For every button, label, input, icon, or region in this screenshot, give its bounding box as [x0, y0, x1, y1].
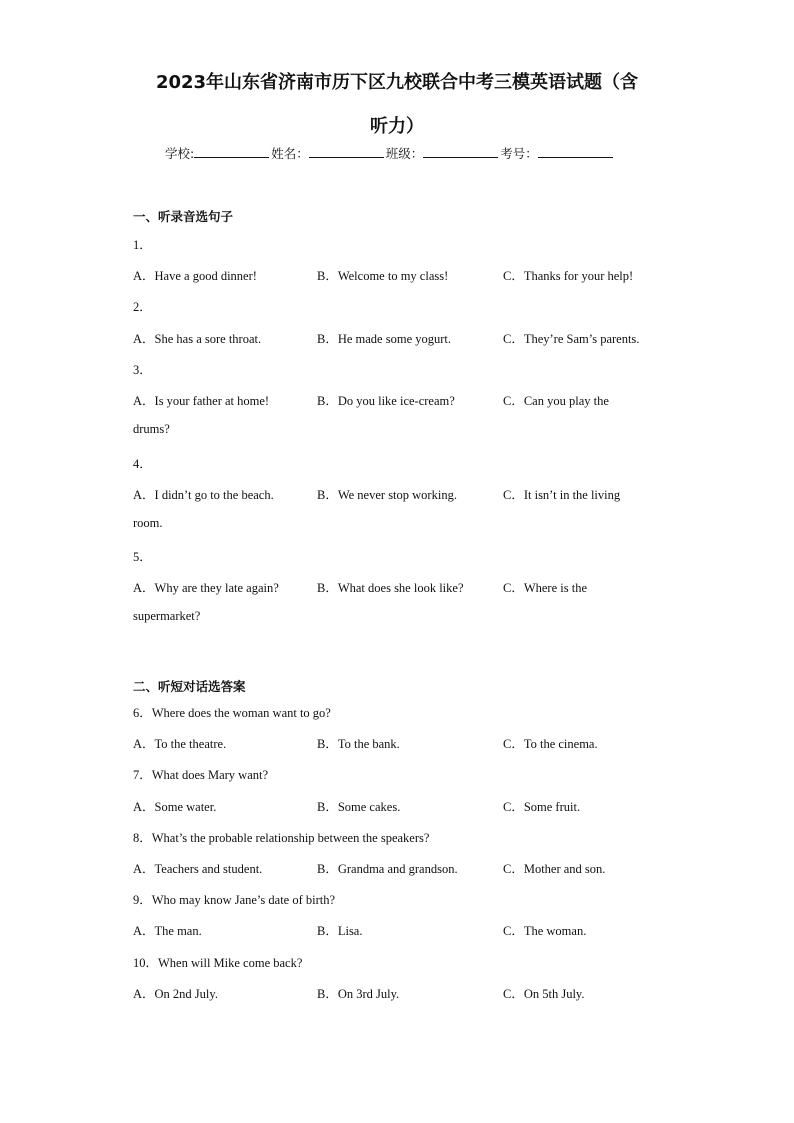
option-c: C．The woman.	[503, 924, 587, 938]
option-b: B．We never stop working.	[317, 488, 457, 502]
option-b: B．Grandma and grandson.	[317, 862, 458, 876]
option-b: B．What does she look like?	[317, 581, 464, 595]
option-b: B．Welcome to my class!	[317, 269, 449, 283]
exam-number-blank[interactable]	[538, 145, 613, 158]
option-c: C．They’re Sam’s parents.	[503, 332, 640, 346]
school-blank[interactable]	[194, 145, 269, 158]
page-title-line-1: 2023年山东省济南市历下区九校联合中考三模英语试题（含	[155, 72, 639, 93]
question-stem: 9．Who may know Jane’s date of birth?	[133, 893, 336, 907]
option-a: A．To the theatre.	[133, 737, 227, 751]
option-a: A．The man.	[133, 924, 202, 938]
option-a: A．Is your father at home!	[133, 394, 270, 408]
class-label: 班级：	[385, 146, 424, 161]
exam-number-label: 考号：	[500, 146, 538, 161]
option-b: B．To the bank.	[317, 737, 400, 751]
question-stem: 6．Where does the woman want to go?	[133, 706, 331, 720]
option-a: A．Teachers and student.	[133, 862, 263, 876]
question-number: 2．	[133, 300, 152, 314]
option-b: B．Do you like ice-cream?	[317, 394, 455, 408]
option-c: C．Can you play the	[503, 394, 609, 408]
option-c: C．Mother and son.	[503, 862, 606, 876]
name-label: 姓名：	[271, 146, 309, 161]
class-blank[interactable]	[423, 145, 498, 158]
option-b: B．He made some yogurt.	[317, 332, 452, 346]
option-c-continued: room.	[133, 516, 163, 530]
option-b: B．Lisa.	[317, 924, 363, 938]
option-a: A．On 2nd July.	[133, 987, 218, 1001]
page-title-line-2: 听力）	[370, 116, 424, 137]
option-c: C．It isn’t in the living	[503, 488, 621, 502]
option-c: C．On 5th July.	[503, 987, 585, 1001]
section-1-heading: 一、听录音选句子	[133, 209, 234, 224]
question-number: 4．	[133, 457, 152, 471]
option-a: A．She has a sore throat.	[133, 332, 262, 346]
option-a: A．I didn’t go to the beach.	[133, 488, 274, 502]
option-a: A．Have a good dinner!	[133, 269, 257, 283]
name-blank[interactable]	[309, 145, 384, 158]
option-c-continued: drums?	[133, 422, 170, 436]
question-stem: 10．When will Mike come back?	[133, 956, 303, 970]
school-label: 学校:	[165, 146, 195, 161]
option-b: B．On 3rd July.	[317, 987, 400, 1001]
question-number: 1．	[133, 238, 152, 252]
question-stem: 7．What does Mary want?	[133, 768, 269, 782]
section-2-heading: 二、听短对话选答案	[133, 679, 246, 694]
option-c: C．Where is the	[503, 581, 588, 595]
option-c: C．Some fruit.	[503, 800, 581, 814]
question-number: 3．	[133, 363, 152, 377]
option-b: B．Some cakes.	[317, 800, 401, 814]
student-info-row	[165, 144, 615, 162]
option-c-continued: supermarket?	[133, 609, 201, 623]
option-a: A．Some water.	[133, 800, 217, 814]
option-c: C．To the cinema.	[503, 737, 598, 751]
question-number: 5．	[133, 550, 152, 564]
question-stem: 8．What’s the probable relationship between the speakers?	[133, 831, 430, 845]
option-c: C．Thanks for your help!	[503, 269, 634, 283]
option-a: A．Why are they late again?	[133, 581, 279, 595]
